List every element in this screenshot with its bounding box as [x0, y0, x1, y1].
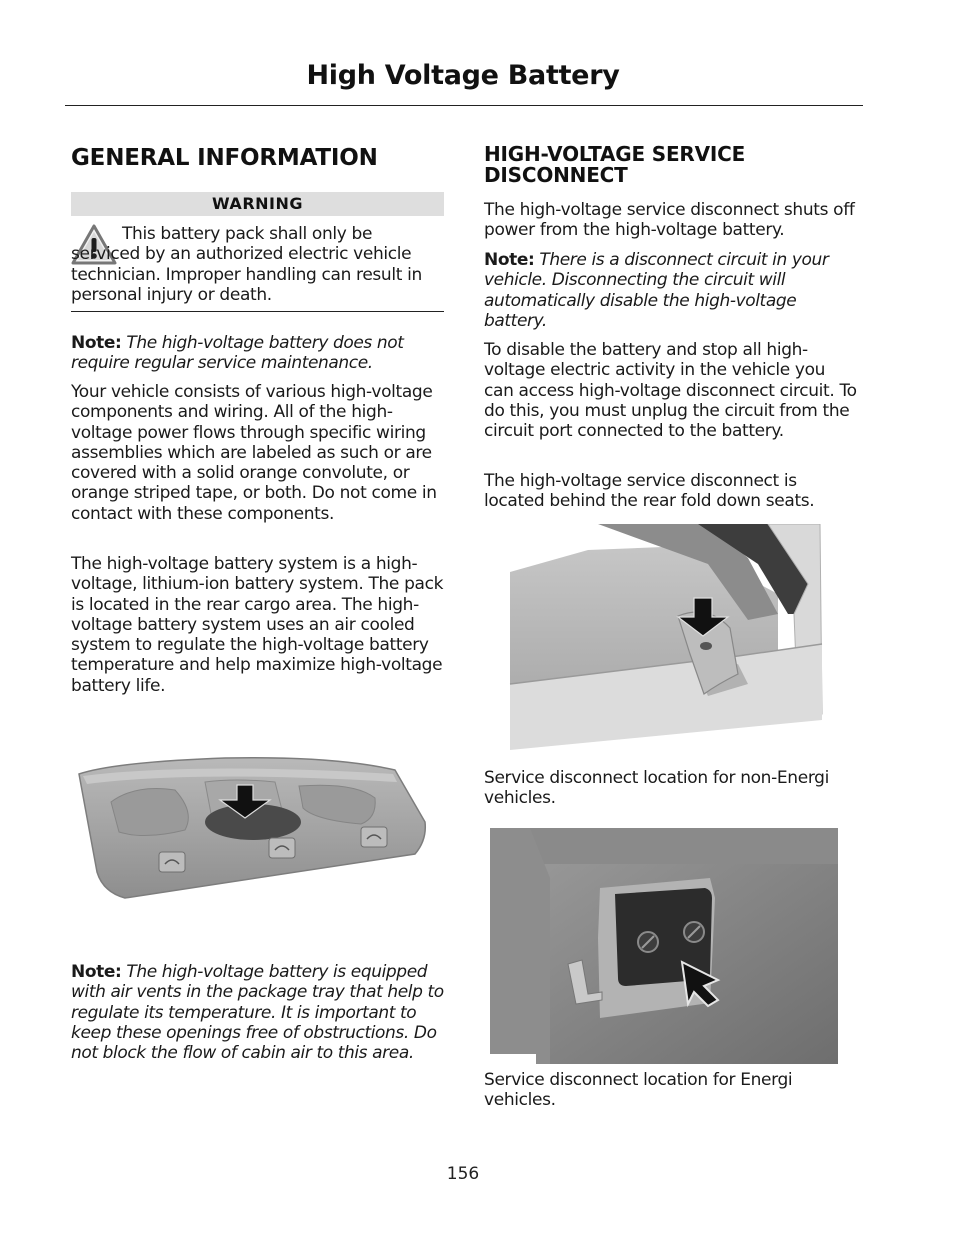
- warning-divider: [71, 311, 444, 312]
- caption-non-energi: Service disconnect location for non-Energi vehicles.: [484, 768, 829, 809]
- heading-line: DISCONNECT: [484, 163, 628, 187]
- note-air-vents: [71, 962, 447, 1063]
- note-label: Note:: [71, 962, 122, 982]
- energi-disconnect-figure: [490, 828, 838, 1064]
- page-number: 156: [446, 1164, 480, 1184]
- heading-line: HIGH-VOLTAGE SERVICE: [484, 142, 746, 166]
- warning-label: WARNING: [71, 192, 444, 216]
- note-text: The high-voltage battery is equipped with air vents in the package tray that help to regulate its temperature. It is important to keep these openings free of obstructions. Do not block the flow of cabin air to this area.: [71, 962, 444, 1064]
- paragraph-disconnect-purpose: The high-voltage service disconnect shuts off power from the high-voltage battery.: [484, 200, 855, 241]
- page-title: High Voltage Battery: [306, 60, 620, 91]
- caption-energi: Service disconnect location for Energi vehicles.: [484, 1070, 793, 1111]
- non-energi-disconnect-figure: [508, 524, 824, 750]
- service-disconnect-heading: [484, 144, 858, 186]
- warning-text: This battery pack shall only be serviced by an authorized electric vehicle technician. Improper handling can result in personal injury or death.: [71, 224, 422, 305]
- note-text: The high-voltage battery does not require regular service maintenance.: [71, 333, 404, 374]
- package-tray-figure: [75, 752, 430, 902]
- note-disconnect-circuit: [484, 250, 858, 331]
- title-divider: [65, 105, 863, 106]
- note-label: Note:: [484, 250, 535, 270]
- note-label: Note:: [71, 333, 122, 353]
- paragraph-disable-battery: To disable the battery and stop all high-voltage electric activity in the vehicle you can access high-voltage disconnect circuit. To do this, you must unplug the circuit from the circuit port connected to the battery.: [484, 340, 857, 442]
- general-information-heading: GENERAL INFORMATION: [71, 145, 378, 171]
- note-text: There is a disconnect circuit in your vehicle. Disconnecting the circuit will automatically disable the high-voltage battery.: [484, 250, 829, 331]
- paragraph-battery-system: The high-voltage battery system is a high-voltage, lithium-ion battery system. The pack is located in the rear cargo area. The high-voltage battery system uses an air cooled system to regulate the high-voltage battery temperature and help maximize high-voltage battery life.: [71, 554, 444, 696]
- note-maintenance: [71, 333, 445, 374]
- paragraph-hv-components: Your vehicle consists of various high-voltage components and wiring. All of the high-voltage power flows through specific wiring assemblies which are labeled as such or are covered with a solid orange convolute, or orange striped tape, or both. Do not come in contact with these components.: [71, 382, 437, 524]
- paragraph-disconnect-location: The high-voltage service disconnect is located behind the rear fold down seats.: [484, 471, 815, 512]
